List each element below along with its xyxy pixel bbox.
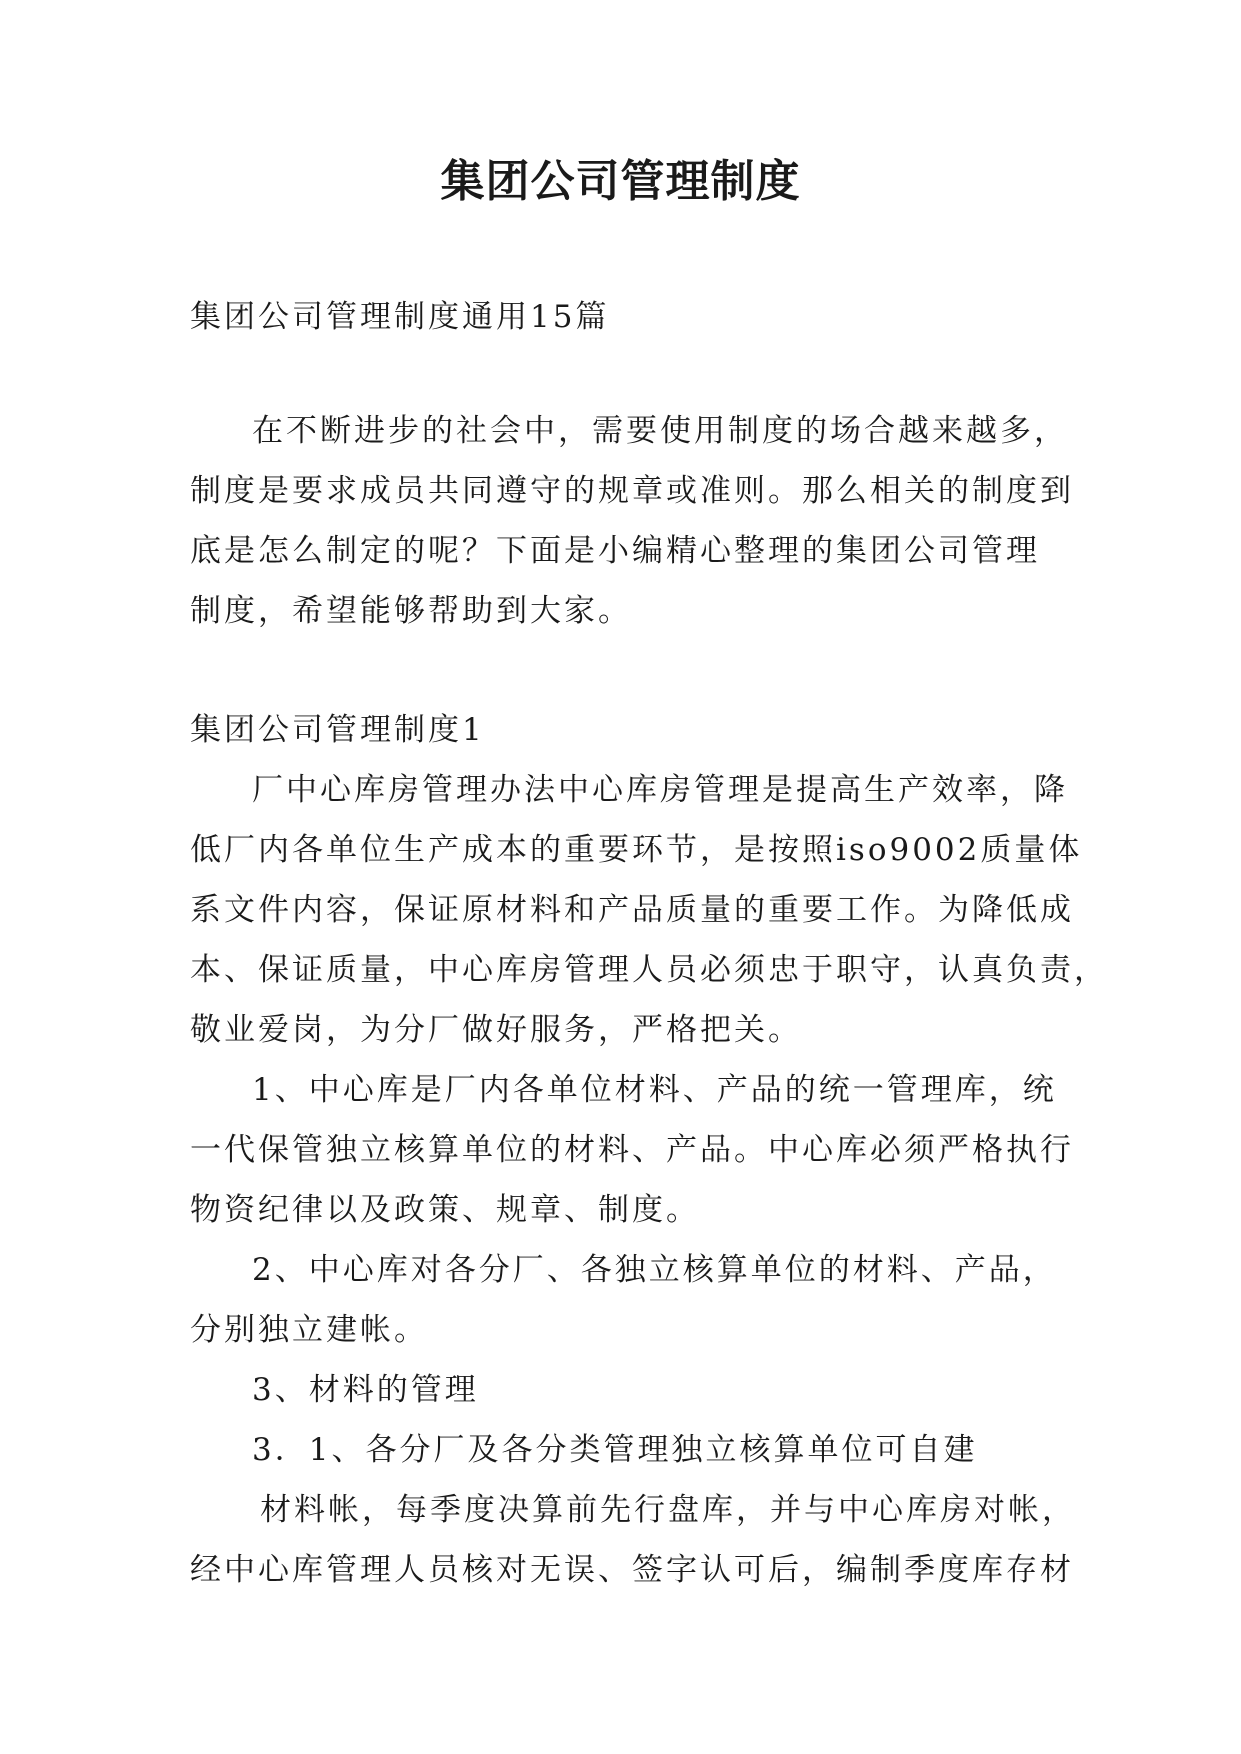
document-subtitle: 集团公司管理制度通用15篇 (190, 299, 610, 335)
section-line: 敬业爱岗，为分厂做好服务，严格把关。 (190, 1012, 802, 1048)
section-line: 经中心库管理人员核对无误、签字认可后，编制季度库存材 (190, 1552, 1074, 1588)
document-title: 集团公司管理制度 (440, 156, 801, 207)
section-line: 厂中心库房管理办法中心库房管理是提高生产效率，降 (252, 772, 1068, 808)
section-line: 3．1、各分厂及各分类管理独立核算单位可自建 (252, 1432, 978, 1468)
section-line: 2、中心库对各分厂、各独立核算单位的材料、产品， (252, 1252, 1057, 1288)
section-line: 分别独立建帐。 (190, 1312, 428, 1348)
section-heading: 集团公司管理制度1 (190, 712, 485, 748)
intro-line: 制度是要求成员共同遵守的规章或准则。那么相关的制度到 (190, 473, 1074, 509)
intro-paragraph (190, 401, 1074, 641)
section-line: 材料帐，每季度决算前先行盘库，并与中心库房对帐， (260, 1492, 1076, 1528)
intro-line: 底是怎么制定的呢？下面是小编精心整理的集团公司管理 (190, 533, 1040, 569)
section-line: 一代保管独立核算单位的材料、产品。中心库必须严格执行 (190, 1132, 1074, 1168)
intro-line: 制度，希望能够帮助到大家。 (190, 593, 632, 629)
section-line: 1、中心库是厂内各单位材料、产品的统一管理库，统 (252, 1072, 1057, 1108)
section-line: 低厂内各单位生产成本的重要环节，是按照iso9002质量体 (190, 832, 1083, 868)
section-line: 3、材料的管理 (252, 1372, 479, 1408)
section-1 (190, 700, 1108, 1600)
section-line: 系文件内容，保证原材料和产品质量的重要工作。为降低成 (190, 892, 1074, 928)
section-line: 本、保证质量，中心库房管理人员必须忠于职守，认真负责， (190, 952, 1108, 988)
intro-line: 在不断进步的社会中，需要使用制度的场合越来越多， (252, 413, 1068, 449)
section-line: 物资纪律以及政策、规章、制度。 (190, 1192, 700, 1228)
